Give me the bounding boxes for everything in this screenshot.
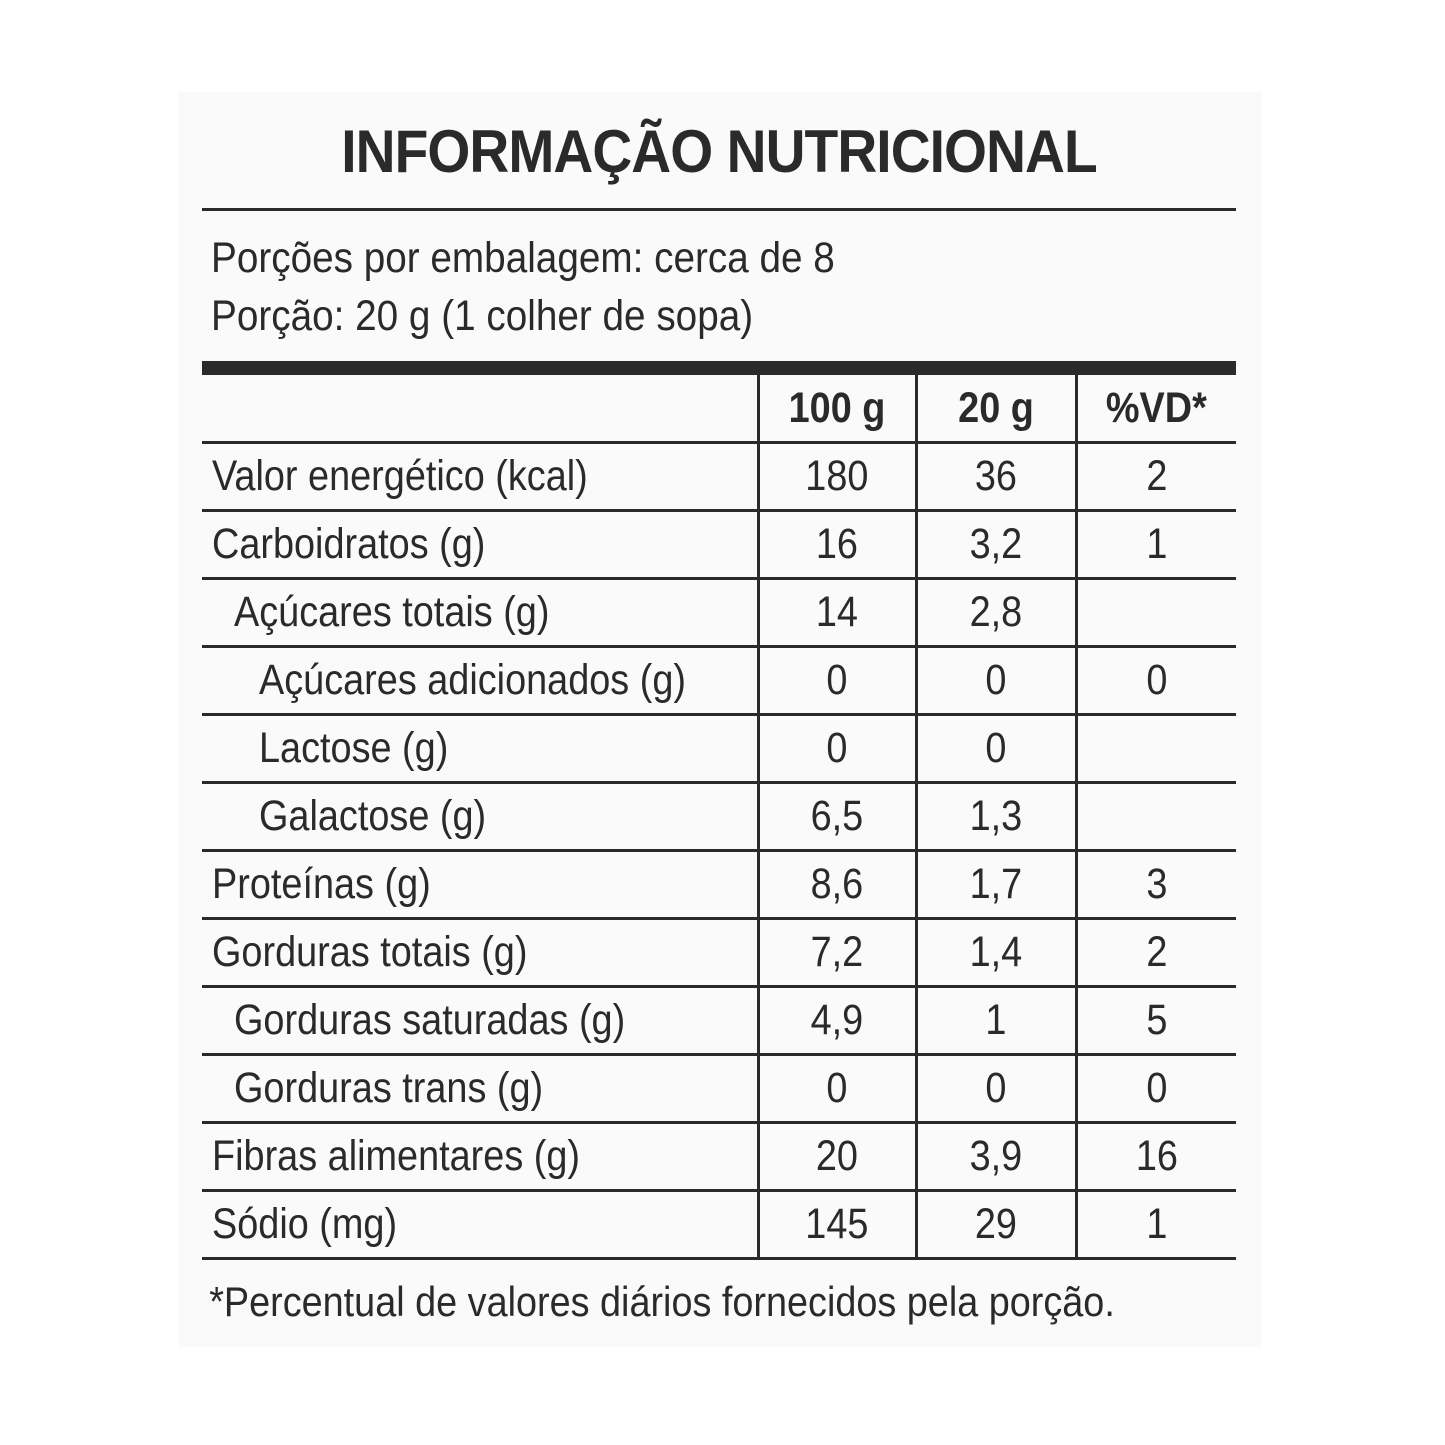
- nutrient-name: Gorduras totais (g): [202, 919, 758, 987]
- value-daily-percent: 2: [1076, 443, 1236, 511]
- value-per-100g: 4,9: [758, 987, 916, 1055]
- value-daily-percent: [1076, 579, 1236, 647]
- nutrient-name: Açúcares adicionados (g): [202, 647, 758, 715]
- table-row: [202, 919, 1236, 987]
- value-per-100g: 0: [758, 647, 916, 715]
- value-daily-percent: [1076, 715, 1236, 783]
- value-per-100g: 8,6: [758, 851, 916, 919]
- value-per-100g: 7,2: [758, 919, 916, 987]
- label-title: INFORMAÇÃO NUTRICIONAL: [341, 118, 1097, 185]
- value-daily-percent: 3: [1076, 851, 1236, 919]
- value-daily-percent: 5: [1076, 987, 1236, 1055]
- servings-per-package: Porções por embalagem: cerca de 8: [211, 234, 835, 282]
- value-per-100g: 6,5: [758, 783, 916, 851]
- value-daily-percent: 0: [1076, 647, 1236, 715]
- value-per-serving: 1,4: [916, 919, 1076, 987]
- serving-size: Porção: 20 g (1 colher de sopa): [211, 292, 754, 340]
- value-daily-percent: 2: [1076, 919, 1236, 987]
- daily-value-footnote: *Percentual de valores diários fornecidos pela porção.: [209, 1278, 1115, 1325]
- header-nutrient: [202, 375, 758, 443]
- table-row: [202, 1055, 1236, 1123]
- table-row: [202, 443, 1236, 511]
- header-daily-value: %VD*: [1076, 375, 1236, 443]
- table-row: [202, 1123, 1236, 1191]
- value-per-serving: 1: [916, 987, 1076, 1055]
- table-row: [202, 511, 1236, 579]
- value-per-serving: 1,3: [916, 783, 1076, 851]
- value-per-serving: 0: [916, 1055, 1076, 1123]
- table-row: [202, 987, 1236, 1055]
- nutrient-name: Sódio (mg): [202, 1191, 758, 1259]
- value-per-100g: 0: [758, 715, 916, 783]
- value-per-serving: 2,8: [916, 579, 1076, 647]
- table-row: [202, 1191, 1236, 1259]
- value-daily-percent: 16: [1076, 1123, 1236, 1191]
- value-per-100g: 20: [758, 1123, 916, 1191]
- value-per-serving: 3,9: [916, 1123, 1076, 1191]
- table-row: [202, 647, 1236, 715]
- serving-info: [202, 211, 1133, 361]
- value-daily-percent: 0: [1076, 1055, 1236, 1123]
- nutrient-name: Gorduras trans (g): [202, 1055, 758, 1123]
- nutrition-table: [202, 375, 1236, 1260]
- nutrient-name: Lactose (g): [202, 715, 758, 783]
- header-per-serving: 20 g: [916, 375, 1076, 443]
- nutrient-name: Carboidratos (g): [202, 511, 758, 579]
- nutrient-name: Açúcares totais (g): [202, 579, 758, 647]
- value-per-serving: 3,2: [916, 511, 1076, 579]
- table-header-row: [202, 375, 1236, 443]
- nutrient-name: Gorduras saturadas (g): [202, 987, 758, 1055]
- nutrient-name: Proteínas (g): [202, 851, 758, 919]
- nutrition-facts-label: [202, 116, 1236, 1330]
- value-per-100g: 14: [758, 579, 916, 647]
- nutrient-name: Valor energético (kcal): [202, 443, 758, 511]
- nutrient-name: Fibras alimentares (g): [202, 1123, 758, 1191]
- serving-divider: [202, 361, 1236, 375]
- table-row: [202, 783, 1236, 851]
- value-per-100g: 145: [758, 1191, 916, 1259]
- value-per-serving: 29: [916, 1191, 1076, 1259]
- value-per-serving: 36: [916, 443, 1076, 511]
- value-per-serving: 1,7: [916, 851, 1076, 919]
- value-daily-percent: 1: [1076, 1191, 1236, 1259]
- table-row: [202, 851, 1236, 919]
- table-row: [202, 579, 1236, 647]
- nutrient-name: Galactose (g): [202, 783, 758, 851]
- value-per-100g: 180: [758, 443, 916, 511]
- value-per-serving: 0: [916, 647, 1076, 715]
- value-daily-percent: [1076, 783, 1236, 851]
- table-row: [202, 715, 1236, 783]
- value-per-serving: 0: [916, 715, 1076, 783]
- value-daily-percent: 1: [1076, 511, 1236, 579]
- value-per-100g: 16: [758, 511, 916, 579]
- header-per-100g: 100 g: [758, 375, 916, 443]
- value-per-100g: 0: [758, 1055, 916, 1123]
